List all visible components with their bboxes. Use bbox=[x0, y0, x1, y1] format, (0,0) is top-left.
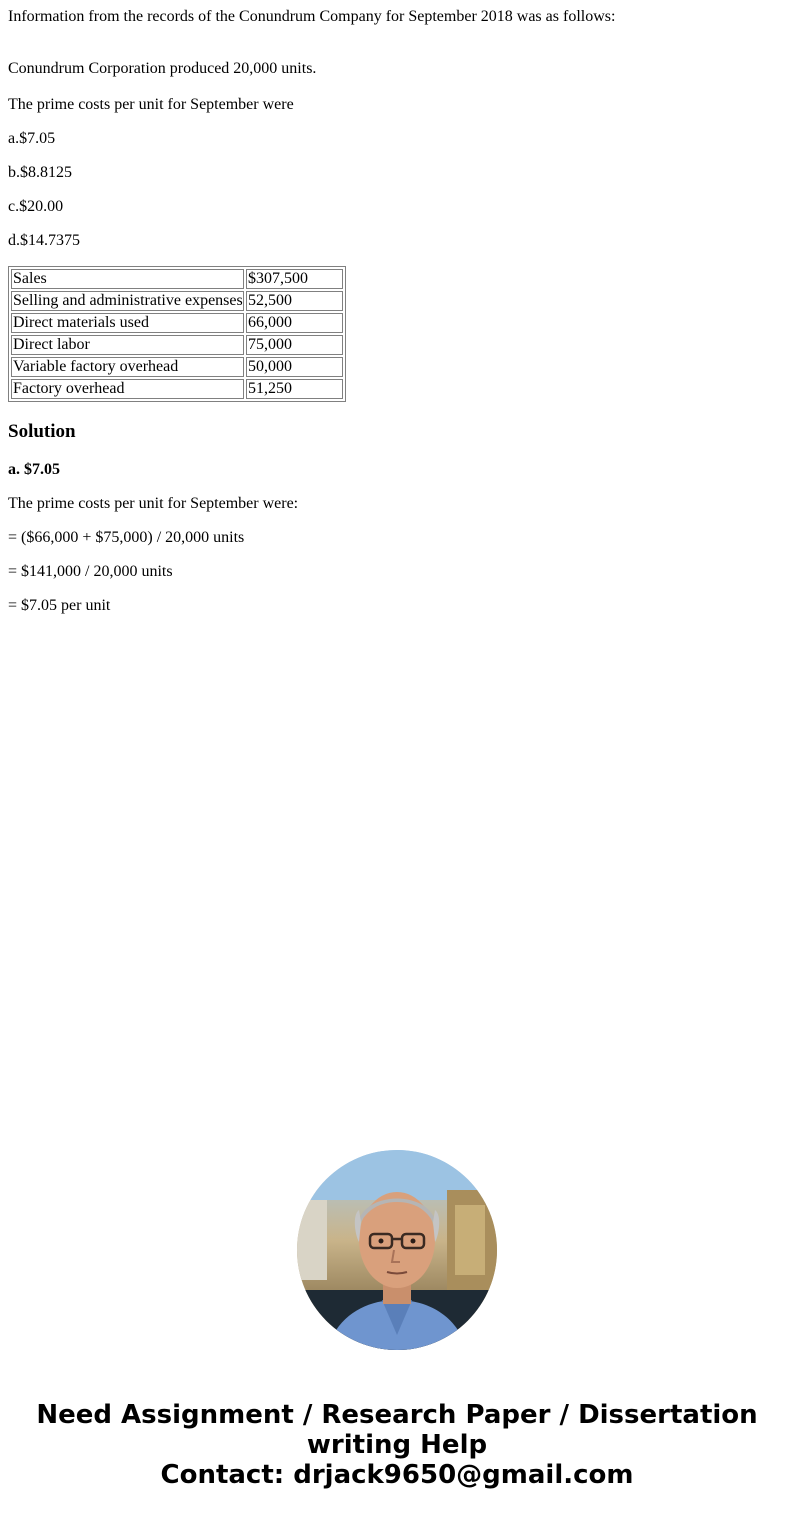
row-label: Direct materials used bbox=[11, 313, 244, 333]
avatar bbox=[297, 1150, 497, 1350]
row-label: Variable factory overhead bbox=[11, 357, 244, 377]
row-value: $307,500 bbox=[246, 269, 343, 289]
solution-line: = $141,000 / 20,000 units bbox=[8, 563, 173, 580]
promo-line: Need Assignment / Research Paper / Dissertation bbox=[36, 1400, 758, 1430]
table-row bbox=[11, 335, 343, 355]
promo-text bbox=[0, 1400, 794, 1490]
table-row bbox=[11, 313, 343, 333]
option-c: c.$20.00 bbox=[8, 198, 64, 215]
option-d: d.$14.7375 bbox=[8, 232, 80, 249]
row-value: 66,000 bbox=[246, 313, 343, 333]
row-value: 52,500 bbox=[246, 291, 343, 311]
solution-line: The prime costs per unit for September were: bbox=[8, 495, 299, 512]
table-row bbox=[11, 379, 343, 399]
option-a: a.$7.05 bbox=[8, 130, 56, 147]
table-row bbox=[11, 357, 343, 377]
table-row bbox=[11, 269, 343, 289]
solution-line: = $7.05 per unit bbox=[8, 597, 111, 614]
promo-line: writing Help bbox=[306, 1430, 488, 1460]
row-label: Sales bbox=[11, 269, 244, 289]
solution-line: = ($66,000 + $75,000) / 20,000 units bbox=[8, 529, 245, 546]
row-label: Selling and administrative expenses bbox=[13, 292, 243, 309]
solution-heading: Solution bbox=[8, 421, 76, 442]
solution-answer: a. $7.05 bbox=[8, 461, 60, 478]
row-label: Direct labor bbox=[11, 335, 244, 355]
promo-section bbox=[0, 1150, 794, 1490]
question-prompt: The prime costs per unit for September were bbox=[8, 96, 294, 113]
option-b: b.$8.8125 bbox=[8, 164, 72, 181]
row-value: 51,250 bbox=[246, 379, 343, 399]
units-produced: Conundrum Corporation produced 20,000 units. bbox=[8, 60, 317, 77]
table-row bbox=[11, 291, 343, 311]
row-value: 50,000 bbox=[246, 357, 343, 377]
avatar-portrait bbox=[297, 1150, 497, 1350]
row-value: 75,000 bbox=[246, 335, 343, 355]
row-label: Factory overhead bbox=[11, 379, 244, 399]
cost-data-table bbox=[8, 266, 346, 402]
promo-contact: Contact: drjack9650@gmail.com bbox=[160, 1460, 634, 1490]
question-intro: Information from the records of the Conundrum Company for September 2018 was as follows: bbox=[8, 8, 616, 25]
